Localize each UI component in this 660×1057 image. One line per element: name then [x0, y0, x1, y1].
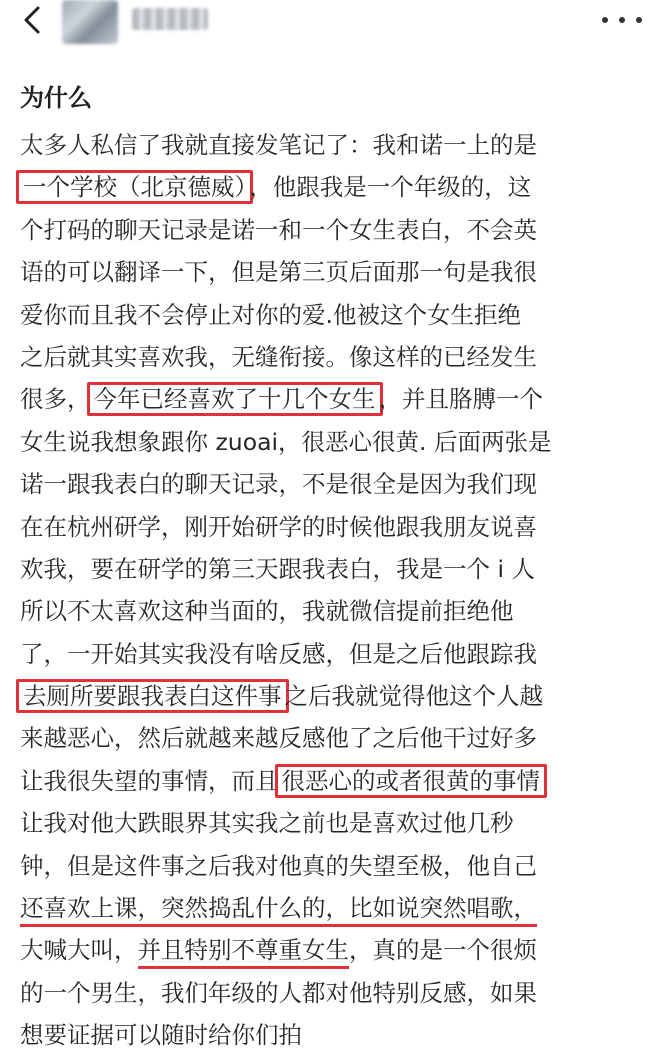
- body-line: [20, 590, 580, 632]
- post-body: [20, 124, 580, 1057]
- body-line: [20, 760, 580, 802]
- body-text: 爱你而且我不会停止对你的爱.他被这个女生拒绝: [20, 300, 521, 329]
- highlighted-text: 很恶心的或者很黄的事情: [275, 764, 548, 798]
- body-line: [20, 209, 580, 251]
- chevron-left-icon: [16, 2, 50, 38]
- body-text: 之后就其实喜欢我，无缝衔接。像这样的已经发生: [20, 342, 537, 371]
- body-text: 语的可以翻译一下，但是第三页后面那一句是我很: [20, 258, 537, 287]
- body-text: ，真的是一个很烦: [349, 936, 537, 965]
- body-line: [20, 929, 580, 971]
- body-text: 让我对他大跌眼界其实我之前也是喜欢过他几秒: [20, 809, 514, 838]
- body-text: 太多人私信了我就直接发笔记了：我和诺一上的是: [20, 131, 537, 159]
- body-line: [20, 378, 580, 420]
- highlighted-text: 一个学校（北京德威）: [16, 170, 253, 204]
- post-title: 为什么: [20, 84, 92, 112]
- body-text: ，他跟我是一个年级的，这: [249, 173, 532, 202]
- body-text: 个打码的聊天记录是诺一和一个女生表白，不会英: [20, 215, 537, 244]
- avatar[interactable]: [62, 0, 118, 44]
- body-text: 很多，: [20, 385, 91, 414]
- top-bar: [0, 0, 660, 44]
- highlighted-text: 今年已经喜欢了十几个女生: [87, 382, 383, 416]
- body-text: 钟，但是这件事之后我对他真的失望至极，他自己: [20, 851, 537, 880]
- body-line: [20, 845, 580, 887]
- body-text: 了，一开始其实我没有啥反感，但是之后他跟踪我: [20, 639, 537, 668]
- body-line: [20, 972, 580, 1014]
- body-line: [20, 633, 580, 675]
- body-line: [20, 421, 580, 463]
- username-blurred[interactable]: [132, 8, 208, 30]
- more-button[interactable]: [602, 8, 642, 32]
- back-button[interactable]: [16, 2, 50, 38]
- body-line: [20, 463, 580, 505]
- highlighted-text: 去厕所要跟我表白这件事: [16, 679, 289, 713]
- body-text: 来越恶心，然后就越来越反感他了之后他干过好多: [20, 724, 537, 753]
- body-line: [20, 166, 580, 208]
- body-text: 的一个男生，我们年级的人都对他特别反感，如果: [20, 978, 537, 1007]
- underlined-text: 还喜欢上课，突然捣乱什么的，比如说突然唱歌，: [20, 894, 537, 927]
- body-line: [20, 124, 580, 166]
- body-text: 诺一跟我表白的聊天记录，不是很全是因为我们现: [20, 470, 537, 499]
- body-line: [20, 675, 580, 717]
- underlined-text: 并且特别不尊重女生: [138, 936, 350, 969]
- body-line: [20, 887, 580, 929]
- body-line: [20, 294, 580, 336]
- body-line: [20, 506, 580, 548]
- body-text: 大喊大叫，: [20, 936, 138, 965]
- body-text: 之后我就觉得他这个人越: [284, 682, 543, 711]
- body-text: 让我很失望的事情，而且: [20, 766, 279, 795]
- body-line: [20, 251, 580, 293]
- body-line: [20, 1014, 580, 1056]
- body-text: 女生说我想象跟你 zuoai，很恶心很黄. 后面两张是: [20, 427, 552, 456]
- body-text: 在在杭州研学，刚开始研学的时候他跟我朋友说喜: [20, 512, 537, 541]
- body-text: ，并且胳膊一个: [378, 385, 543, 414]
- body-line: [20, 802, 580, 844]
- body-line: [20, 336, 580, 378]
- body-text: 想要证据可以随时给你们拍: [20, 1021, 302, 1050]
- body-line: [20, 548, 580, 590]
- body-text: 所以不太喜欢这种当面的，我就微信提前拒绝他: [20, 597, 514, 626]
- body-text: 欢我，要在研学的第三天跟我表白，我是一个 i 人: [20, 554, 535, 583]
- more-horizontal-icon: [602, 17, 608, 23]
- body-line: [20, 717, 580, 759]
